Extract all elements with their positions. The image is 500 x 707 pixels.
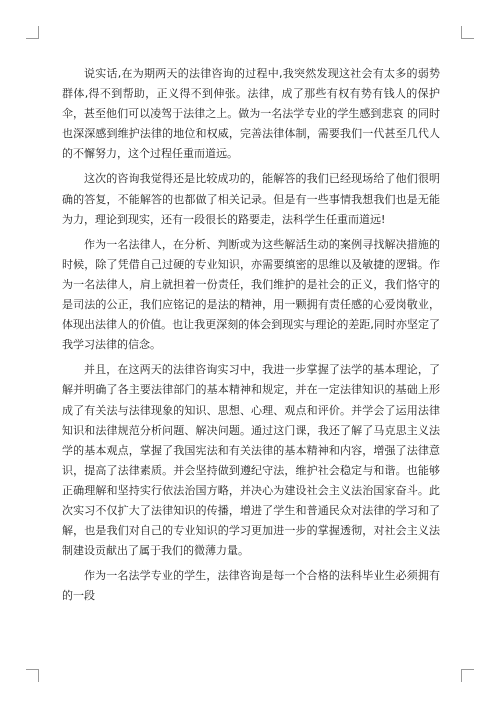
- crop-mark-bottom-right: [461, 669, 474, 682]
- crop-mark-top-right: [461, 26, 474, 39]
- crop-mark-bottom-left: [26, 669, 39, 682]
- crop-mark-top-left: [26, 26, 39, 39]
- paragraph: 作为一名法学专业的学生，法律咨询是每一个合格的法科毕业生必须拥有的一段: [62, 569, 440, 603]
- paragraph: 并且，在这两天的法律咨询实习中，我进一步掌握了法学的基本理论，了解并明确了各主要法律部门的基本精神和规定，并在一定法律知识的基础上形成了有关法与法律现象的知识、思想、心理、观点和评价。并学会了运用法律知识和法律规范分析问题、解决问题。通过这门课，我还了解了马克思主义法学的基本观点，掌握了我国宪法和有关法律的基本精神和内容，增强了法律意识，提高了法律素质。并会坚持做到遵纪守法，维护社会稳定与和谐。也能够正确理解和坚持实行依法治国方略，并决心为建设社会主义法治国家奋斗。此次实习不仅扩大了法律知识的传播，增进了学生和普通民众对法律的学习和了解，也是我们对自己的专业知识的学习更加进一步的掌握透彻，对社会主义法制建设贡献出了属于我们的微薄力量。: [62, 363, 440, 558]
- document-body: [62, 64, 440, 611]
- paragraph: 说实话,在为期两天的法律咨询的过程中,我突然发现这社会有太多的弱势群体,得不到帮助，正义得不到伸张。法律，成了那些有权有势有钱人的保护伞，甚至他们可以凌驾于法律之上。做为一名法学专业的学生感到悲哀 的同时也深深感到维护法律的地位和权威，完善法律体制，需要我们一代甚至几代人的不懈努力，这个过程任重而道远。: [62, 67, 440, 161]
- paragraph: 作为一名法律人，在分析、判断或为这些解活生动的案例寻找解决措施的时候，除了凭借自己过硬的专业知识，亦需要缜密的思维以及敏捷的逻辑。作为一名法律人，肩上就担着一份责任，我们维护的是社会的正义，我们恪守的是司法的公正，我们应铭记的是法的精神，用一颗拥有责任感的心爱岗敬业，体现出法律人的价值。也让我更深刻的体会到现实与理论的差距,同时亦坚定了我学习法律的信念。: [62, 237, 440, 352]
- paragraph: 这次的咨询我觉得还是比较成功的，能解答的我们已经现场给了他们很明确的答复，不能解答的也都做了相关记录。但是有一些事情我想我们也是无能为力，理论到现实，还有一段很长的路要走，法科学生任重而道远!: [62, 172, 440, 226]
